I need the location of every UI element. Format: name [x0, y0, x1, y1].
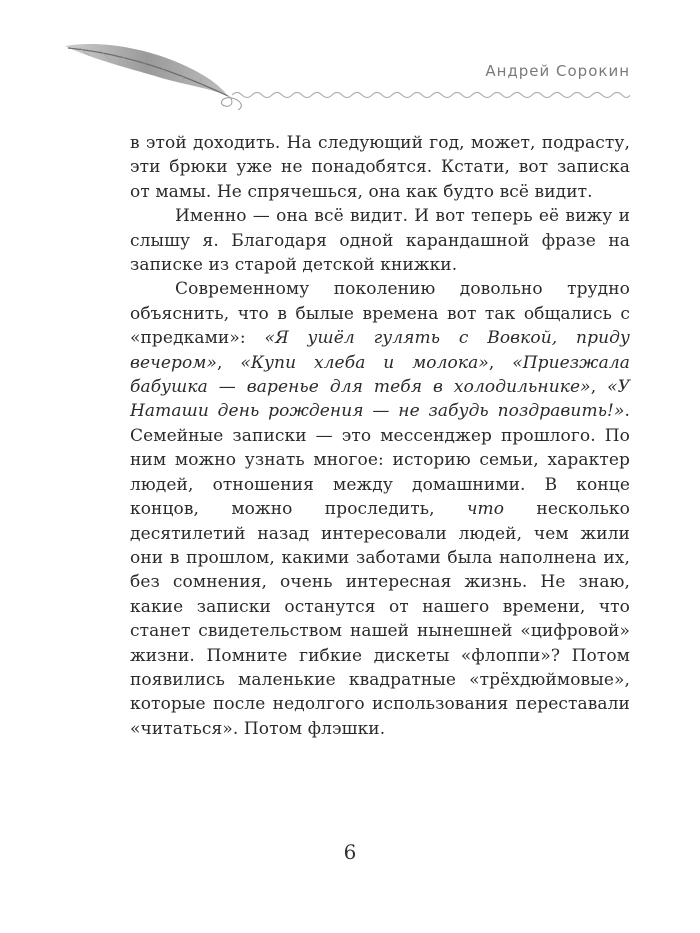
header-decorative-rule [232, 88, 630, 102]
quote-note-3: «Приезжала бабушка — варенье для тебя в холодильнике» [130, 352, 630, 398]
paragraph-1: в этой доходить. На следующий год, может, подрасту, эти брюки уже не понадобятся. Кстати, вот записка от мамы. Не спрячешься, она как будто всё видит. [130, 133, 630, 202]
quote-note-1: «Я ушёл гулять с Вовкой, приду вечером» [130, 328, 630, 373]
page-number: 6 [343, 840, 357, 864]
header-author: Андрей Сорокин [485, 62, 630, 80]
p3-sep-3: , [590, 377, 608, 398]
feather-quill-icon [60, 38, 250, 118]
p3-sep-2: , [488, 352, 513, 373]
quote-note-2: «Купи хлеба и молока» [240, 352, 489, 373]
main-text [130, 131, 630, 741]
p3-rest-2: несколько десятилетий назад интересовали людей, чем жили они в прошлом, какими заботами была наполнена их, без сомнения, очень интересная жизнь. Не знаю, какие записки останутся от нашего времени, что станет свидетельством нашей нынешней «цифровой» жизни. Помните гибкие дискеты «флоппи»? Потом появились маленькие квадратные «трёхдюймовые», которые после недолгого использования переставали «читаться». Потом флэшки. [130, 499, 630, 739]
quote-note-4: «У Наташи день рождения — не забудь поздравить!» [130, 377, 630, 422]
paragraph-3 [130, 277, 630, 741]
p3-sep-1: , [217, 352, 241, 373]
p3-rest-1: . Семейные записки — это мессенджер прошлого. По ним можно узнать многое: историю семьи, характер людей, отношения между домашними. В конце концов, можно проследить, [130, 401, 630, 520]
p3-intro: Современному поколению довольно трудно объяснить, что в былые времена вот так общались с «предками»: [130, 279, 630, 349]
paragraph-2: Именно — она всё видит. И вот теперь её вижу и слышу я. Благодаря одной карандашной фразе на записке из старой детской книжки. [130, 206, 630, 276]
emphasis-what: что [466, 499, 505, 520]
